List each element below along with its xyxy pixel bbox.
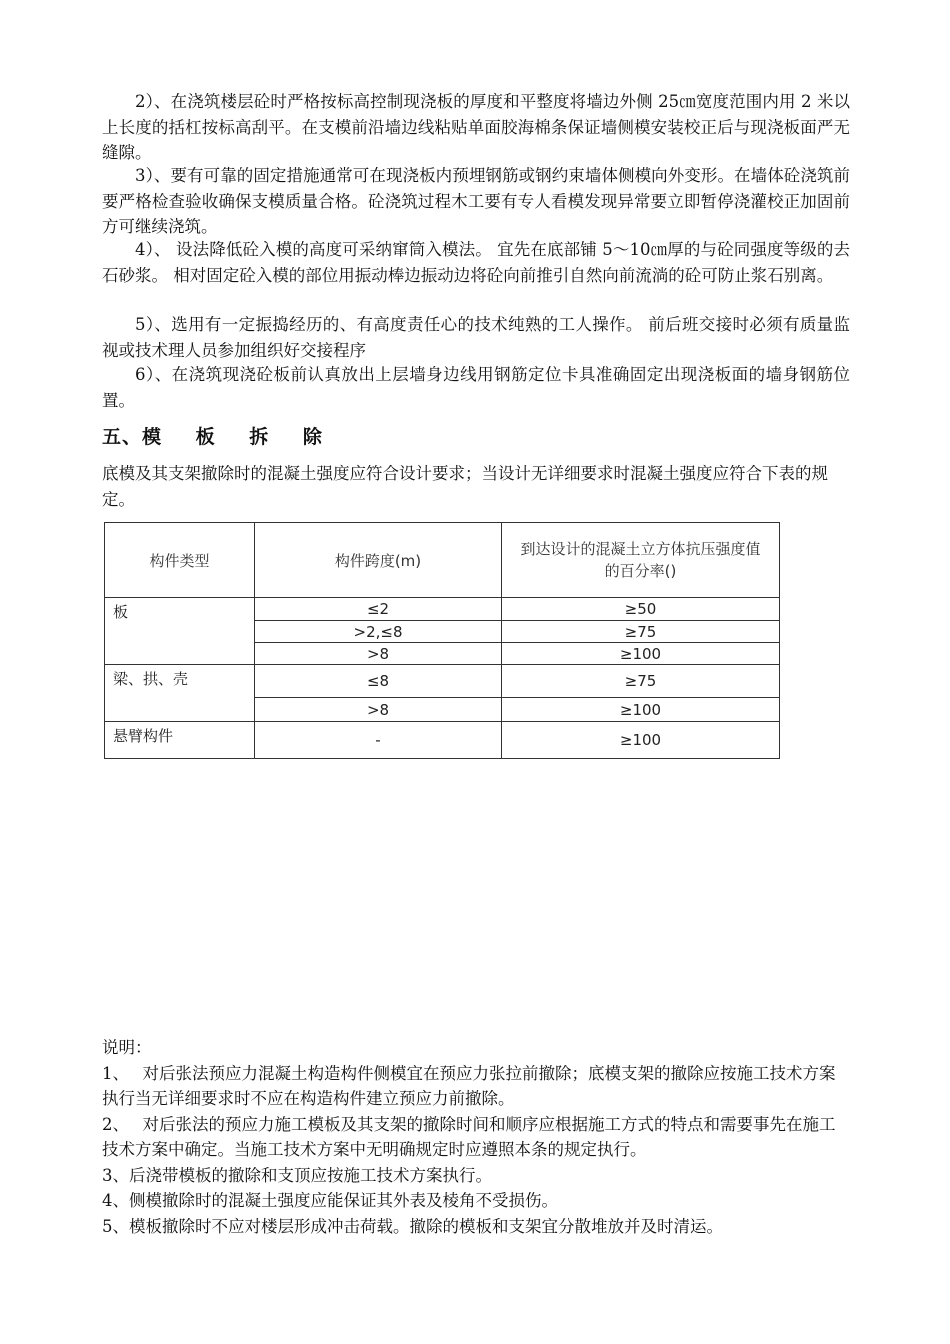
strength-table [104, 522, 780, 759]
header-span: 构件跨度(m) [255, 523, 502, 598]
note-item-4: 4、侧模撤除时的混凝土强度应能保证其外表及棱角不受损伤。 [102, 1191, 558, 1210]
note-item-5: 5、模板撤除时不应对楼层形成冲击荷载。撤除的模板和支架宜分散堆放并及时清运。 [102, 1216, 723, 1236]
paragraph-4: 4）、 设法降低砼入模的高度可采纳窜筒入模法。 宜先在底部铺 5～10㎝厚的与砼同强度等级的去石砂浆。 相对固定砼入模的部位用振动棒边振动边将砼向前推引自然向前流淌的砼可防止浆石别离。 [102, 240, 850, 285]
section-title: 模 板 拆 除 [142, 426, 336, 448]
note-item-3: 3、后浇带模板的撤除和支顶应按施工技术方案执行。 [102, 1165, 492, 1185]
span-cell: ≤8 [255, 665, 502, 698]
header-component-type: 构件类型 [105, 523, 255, 598]
section-intro: 底模及其支架撤除时的混凝土强度应符合设计要求；当设计无详细要求时混凝土强度应符合下表的规定。 [102, 464, 828, 509]
table-row [105, 665, 780, 698]
note-item-2: 2、 对后张法的预应力施工模板及其支架的撤除时间和顺序应根据施工方式的特点和需要事先在施工技术方案中确定。当施工技术方案中无明确规定时应遵照本条的规定执行。 [102, 1114, 836, 1159]
notes-section [102, 1035, 850, 1239]
header-strength-percent: 到达设计的混凝土立方体抗压强度值的百分率() [502, 523, 780, 598]
paragraph-5: 5）、选用有一定振捣经历的、有高度责任心的技术纯熟的工人操作。 前后班交接时必须有质量监视或技术理人员参加组织好交接程序 [102, 315, 850, 360]
strength-cell: ≥100 [502, 698, 780, 722]
paragraph-6: 6）、在浇筑现浇砼板前认真放出上层墙身边线用钢筋定位卡具准确固定出现浇板面的墙身钢筋位置。 [102, 365, 850, 410]
table-header-row [105, 523, 780, 598]
strength-cell: ≥100 [502, 643, 780, 665]
type-beam-arch-shell: 梁、拱、壳 [105, 665, 255, 722]
type-slab: 板 [105, 598, 255, 665]
paragraph-3: 3）、要有可靠的固定措施通常可在现浇板内预埋钢筋或钢约束墙体侧模向外变形。在墙体砼浇筑前要严格检查验收确保支模质量合格。砼浇筑过程木工要有专人看模发现异常要立即暂停浇灌校正加固前方可继续浇筑。 [102, 166, 850, 236]
table-row [105, 598, 780, 621]
section-heading [102, 422, 336, 449]
notes-label: 说明： [102, 1038, 152, 1057]
strength-cell: ≥100 [502, 722, 780, 759]
type-cantilever: 悬臂构件 [105, 722, 255, 759]
table-row [105, 722, 780, 759]
paragraph-2: 2）、在浇筑楼层砼时严格按标高控制现浇板的厚度和平整度将墙边外侧 25㎝宽度范围内用 2 米以上长度的括杠按标高刮平。在支模前沿墙边线粘贴单面胶海棉条保证墙侧模安装校正后与现浇板面严无缝隙。 [102, 92, 850, 162]
span-cell: ≤2 [255, 598, 502, 621]
strength-cell: ≥75 [502, 621, 780, 643]
span-cell: >2,≤8 [255, 621, 502, 643]
span-cell: >8 [255, 643, 502, 665]
span-cell: - [255, 722, 502, 759]
strength-cell: ≥50 [502, 598, 780, 621]
span-cell: >8 [255, 698, 502, 722]
section-number: 五、 [102, 426, 143, 448]
note-item-1: 1、 对后张法预应力混凝土构造构件侧模宜在预应力张拉前撤除；底模支架的撤除应按施工技术方案执行当无详细要求时不应在构造构件建立预应力前撤除。 [102, 1063, 836, 1108]
strength-cell: ≥75 [502, 665, 780, 698]
